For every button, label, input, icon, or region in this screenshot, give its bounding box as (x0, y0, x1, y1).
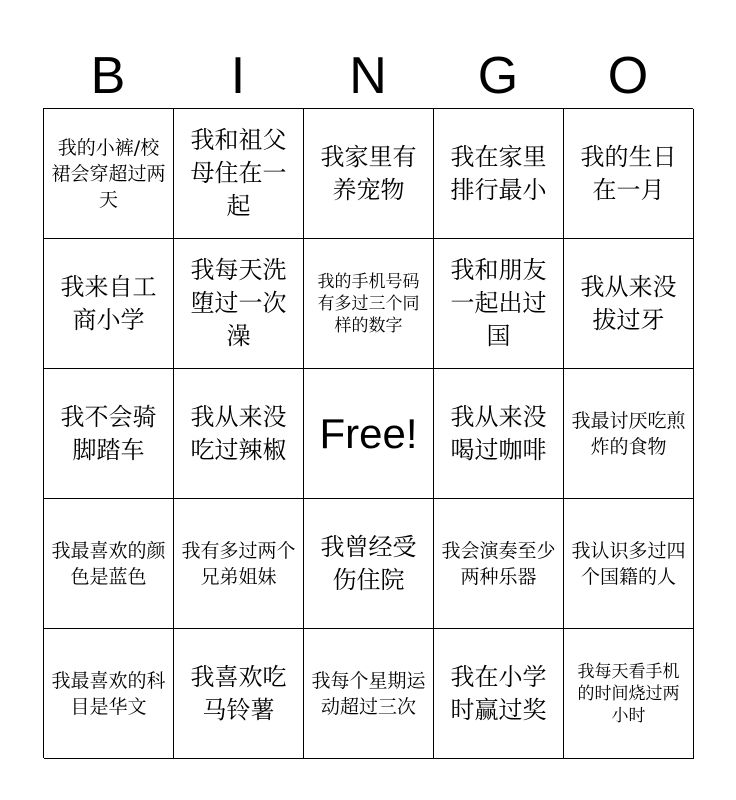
bingo-cell[interactable] (304, 629, 434, 759)
cell-text: 我来自工商小学 (60, 272, 157, 334)
header-letter-b: B (90, 47, 126, 105)
bingo-cell[interactable] (174, 109, 304, 239)
bingo-cell[interactable] (174, 499, 304, 629)
cell-text: 我的手机号码有多过三个同样的数字 (317, 271, 420, 336)
bingo-header (43, 44, 693, 108)
cell-text: 我从来没吃过辣椒 (190, 402, 287, 464)
cell-text: 我最讨厌吃煎炸的食物 (571, 409, 686, 458)
cell-text: 我的生日在一月 (580, 142, 677, 204)
header-letter-n: N (349, 47, 387, 105)
cell-text: 我不会骑脚踏车 (60, 402, 157, 464)
header-letter-g: G (477, 47, 519, 105)
bingo-cell[interactable] (434, 499, 564, 629)
cell-text: 我从来没喝过咖啡 (450, 402, 547, 464)
bingo-cell[interactable] (174, 369, 304, 499)
bingo-cell[interactable] (434, 109, 564, 239)
cell-text: 我的小裤/校裙会穿超过两天 (51, 136, 166, 211)
cell-text: 我每天洗堕过一次澡 (190, 256, 287, 350)
cell-text: 我曾经受伤住院 (320, 532, 417, 594)
bingo-cell[interactable] (44, 109, 174, 239)
cell-text: 我喜欢吃马铃薯 (190, 662, 287, 724)
cell-text: 我最喜欢的颜色是蓝色 (51, 539, 166, 588)
header-letter-i: I (230, 47, 246, 105)
free-text: Free! (319, 409, 418, 457)
bingo-cell[interactable] (564, 109, 694, 239)
cell-text: 我每个星期运动超过三次 (311, 669, 426, 718)
bingo-cell[interactable] (44, 369, 174, 499)
bingo-cell[interactable] (44, 629, 174, 759)
header-letter-o: O (607, 47, 649, 105)
cell-text: 我认识多过四个国籍的人 (571, 539, 686, 588)
bingo-cell[interactable] (434, 629, 564, 759)
bingo-cell[interactable] (564, 629, 694, 759)
bingo-cell[interactable] (434, 369, 564, 499)
cell-text: 我最喜欢的科目是华文 (51, 669, 166, 718)
cell-text: 我在小学时赢过奖 (450, 662, 547, 724)
free-cell[interactable] (304, 369, 434, 499)
bingo-cell[interactable] (304, 499, 434, 629)
bingo-cell[interactable] (44, 239, 174, 369)
cell-text: 我有多过两个兄弟姐妹 (181, 539, 296, 588)
cell-text: 我和朋友一起出过国 (450, 256, 547, 350)
bingo-cell[interactable] (434, 239, 564, 369)
cell-text: 我会演奏至少两种乐器 (441, 539, 556, 588)
bingo-cell[interactable] (304, 109, 434, 239)
cell-text: 我每天看手机的时间烧过两小时 (577, 661, 680, 726)
bingo-board (43, 108, 693, 758)
cell-text: 我从来没拔过牙 (580, 272, 677, 334)
bingo-cell[interactable] (564, 369, 694, 499)
bingo-cell[interactable] (174, 629, 304, 759)
bingo-cell[interactable] (304, 239, 434, 369)
bingo-cell[interactable] (564, 499, 694, 629)
cell-text: 我在家里排行最小 (450, 142, 547, 204)
bingo-cell[interactable] (44, 499, 174, 629)
bingo-cell[interactable] (564, 239, 694, 369)
cell-text: 我和祖父母住在一起 (190, 126, 287, 220)
bingo-cell[interactable] (174, 239, 304, 369)
cell-text: 我家里有养宠物 (320, 142, 417, 204)
